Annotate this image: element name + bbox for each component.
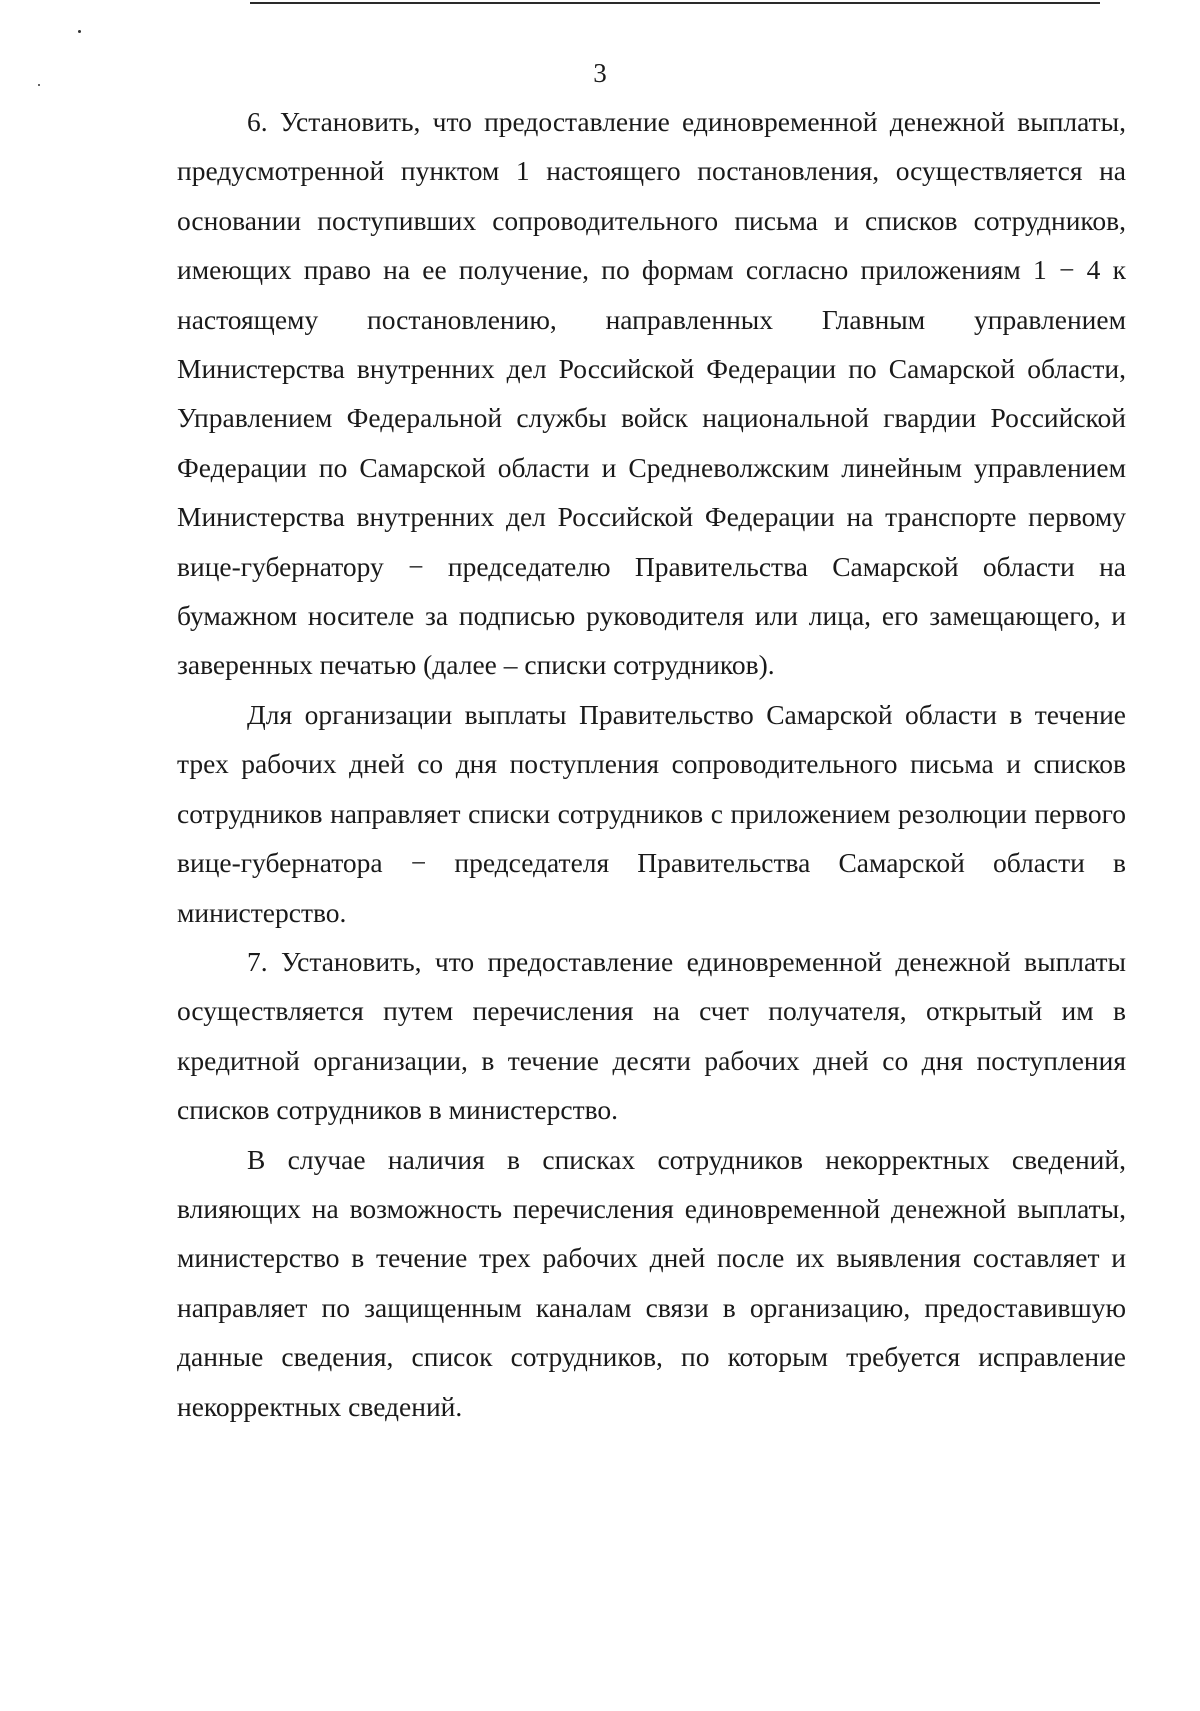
paragraph-item-6: 6. Установить, что предоставление единовременной денежной выплаты, предусмотренной пунктом 1 настоящего постановления, осуществляется на основании поступивших сопроводительного письма и списков сотрудников, имеющих право на ее получение, по формам согласно приложениям 1 − 4 к настоящему постановлению, направленных Главным управлением Министерства внутренних дел Российской Федерации по Самарской области, Управлением Федеральной службы войск национальной гвардии Российской Федерации по Самарской области и Средневолжским линейным управлением Министерства внутренних дел Российской Федерации на транспорте первому вице-губернатору − председателю Правительства Самарской области на бумажном носителе за подписью руководителя или лица, его замещающего, и заверенных печатью (далее – списки сотрудников). [177, 106, 1126, 681]
page-number: 3 [593, 58, 607, 88]
paragraph-payment-organization: Для организации выплаты Правительство Самарской области в течение трех рабочих дней со дня поступления сопроводительного письма и списков сотрудников направляет списки сотрудников с приложением резолюции первого вице-губернатора − председателя Правительства Самарской области в министерство. [177, 698, 1126, 928]
scan-speck [78, 30, 81, 33]
document-body [177, 97, 1126, 1431]
scan-top-edge-line [250, 2, 1100, 4]
paragraph-incorrect-data: В случае наличия в списках сотрудников некорректных сведений, влияющих на возможность перечисления единовременной денежной выплаты, министерство в течение трех рабочих дней после их выявления составляет и направляет по защищенным каналам связи в организацию, предоставившую данные сведения, список сотрудников, по которым требуется исправление некорректных сведений. [177, 1143, 1126, 1422]
paragraph-item-7: 7. Установить, что предоставление единовременной денежной выплаты осуществляется путем перечисления на счет получателя, открытый им в кредитной организации, в течение десяти рабочих дней со дня поступления списков сотрудников в министерство. [177, 945, 1126, 1126]
